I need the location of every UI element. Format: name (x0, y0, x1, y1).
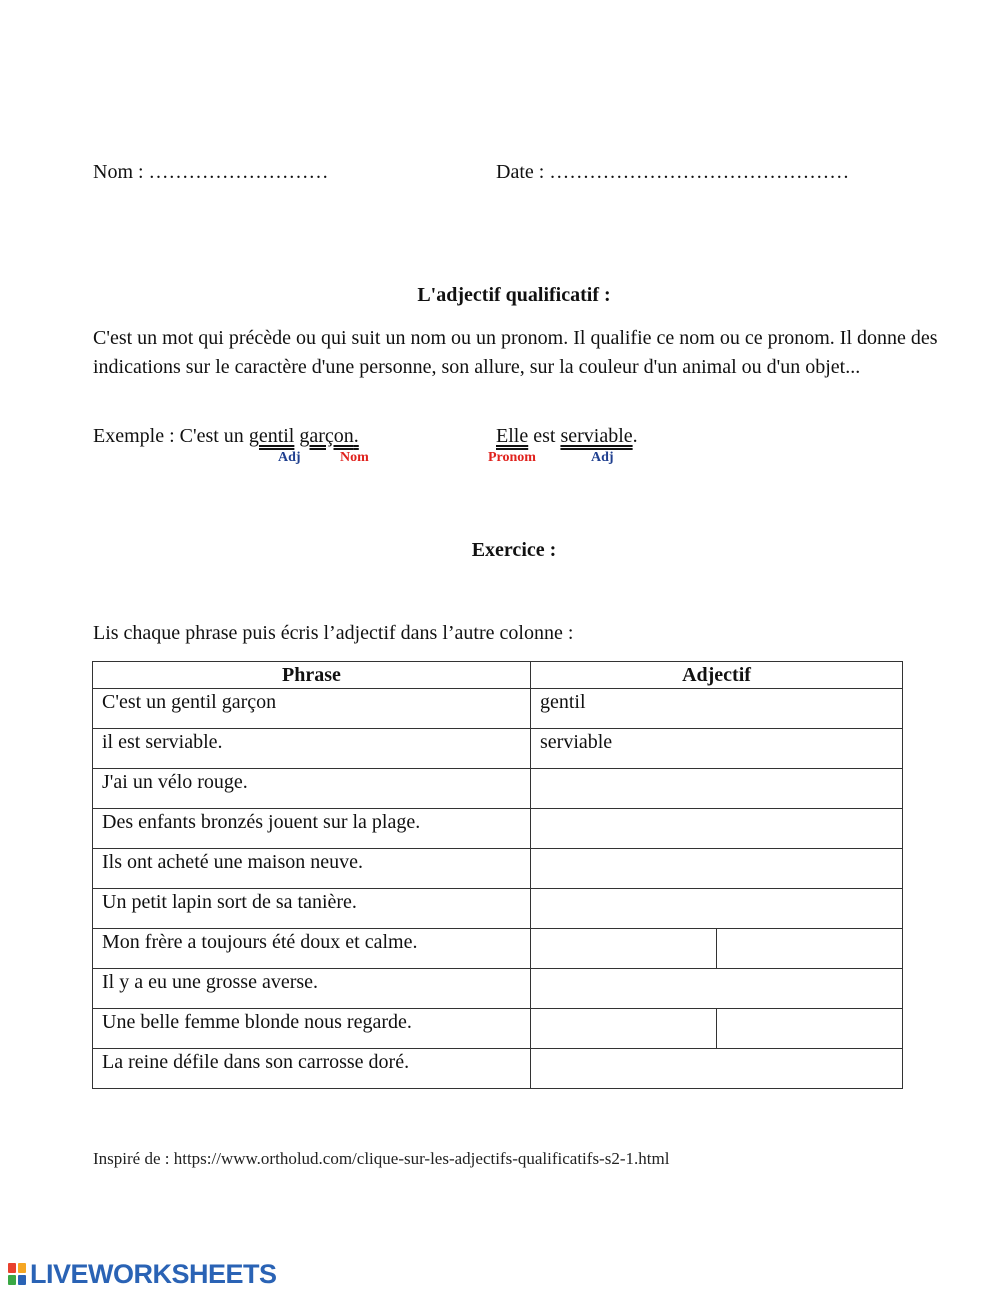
exercise-instruction: Lis chaque phrase puis écris l’adjectif dans l’autre colonne : (93, 622, 574, 644)
table-row (93, 769, 903, 809)
answer-cell[interactable] (531, 969, 903, 1009)
answer-cell[interactable] (531, 769, 903, 809)
example-prefix: Exemple : C'est un (93, 425, 244, 447)
column-header-adjectif: Adjectif (531, 662, 903, 689)
answer-cell-a[interactable] (531, 929, 717, 968)
answer-cell-a[interactable] (531, 1009, 717, 1048)
column-header-phrase: Phrase (93, 662, 531, 689)
source-credit: Inspiré de : https://www.ortholud.com/clique-sur-les-adjectifs-qualificatifs-s2-1.html (93, 1149, 670, 1168)
table-header-row (93, 662, 903, 689)
answer-cell-b[interactable] (717, 929, 902, 968)
answer-cell[interactable] (531, 889, 903, 929)
answer-cell-split (531, 1009, 903, 1049)
example-period-1: . (353, 425, 359, 447)
exercise-table (92, 661, 903, 1089)
example-sentence-1 (93, 422, 359, 451)
liveworksheets-logo (8, 1259, 277, 1289)
label-pronom: Pronom (488, 450, 536, 465)
label-adj-1: Adj (278, 450, 301, 465)
name-field-label: Nom : ……………………… (93, 161, 329, 183)
phrase-cell: Ils ont acheté une maison neuve. (93, 849, 531, 889)
phrase-cell: J'ai un vélo rouge. (93, 769, 531, 809)
phrase-cell: Une belle femme blonde nous regarde. (93, 1009, 531, 1049)
table-row (93, 849, 903, 889)
example-verb: est (533, 425, 556, 447)
answer-cell-split (531, 929, 903, 969)
answer-cell[interactable] (531, 849, 903, 889)
example-sentence-2 (496, 422, 638, 451)
phrase-cell: Un petit lapin sort de sa tanière. (93, 889, 531, 929)
example-pronoun-elle: Elle (496, 425, 529, 447)
table-row (93, 729, 903, 769)
answer-cell[interactable] (531, 1049, 903, 1089)
answer-cell[interactable] (531, 809, 903, 849)
date-field-label: Date : ……………………………………… (496, 161, 850, 183)
phrase-cell: il est serviable. (93, 729, 531, 769)
table-row (93, 689, 903, 729)
answer-cell[interactable]: gentil (531, 689, 903, 729)
table-row (93, 969, 903, 1009)
exercise-title: Exercice : (471, 539, 557, 561)
phrase-cell: C'est un gentil garçon (93, 689, 531, 729)
table-row (93, 1049, 903, 1089)
example-adj-serviable: serviable (560, 425, 633, 447)
lesson-title: L'adjectif qualificatif : (417, 284, 611, 306)
table-row (93, 929, 903, 969)
label-nom: Nom (340, 450, 369, 465)
answer-cell-b[interactable] (717, 1009, 902, 1048)
example-adj-gentil: gentil (248, 425, 295, 447)
phrase-cell: La reine défile dans son carrosse doré. (93, 1049, 531, 1089)
phrase-cell: Des enfants bronzés jouent sur la plage. (93, 809, 531, 849)
answer-cell[interactable]: serviable (531, 729, 903, 769)
table-row (93, 809, 903, 849)
example-noun-garcon: garçon (299, 425, 354, 447)
liveworksheets-logo-icon (8, 1263, 26, 1285)
table-row (93, 889, 903, 929)
liveworksheets-wordmark: LIVEWORKSHEETS (30, 1258, 277, 1289)
label-adj-2: Adj (591, 450, 614, 465)
phrase-cell: Mon frère a toujours été doux et calme. (93, 929, 531, 969)
table-row (93, 1009, 903, 1049)
phrase-cell: Il y a eu une grosse averse. (93, 969, 531, 1009)
lesson-definition: C'est un mot qui précède ou qui suit un nom ou un pronom. Il qualifie ce nom ou ce pronom. Il donne des indications sur le caractère d'une personne, son allure, sur la couleur d'un animal ou d'un objet... (93, 327, 938, 378)
example-period-2: . (632, 425, 638, 447)
